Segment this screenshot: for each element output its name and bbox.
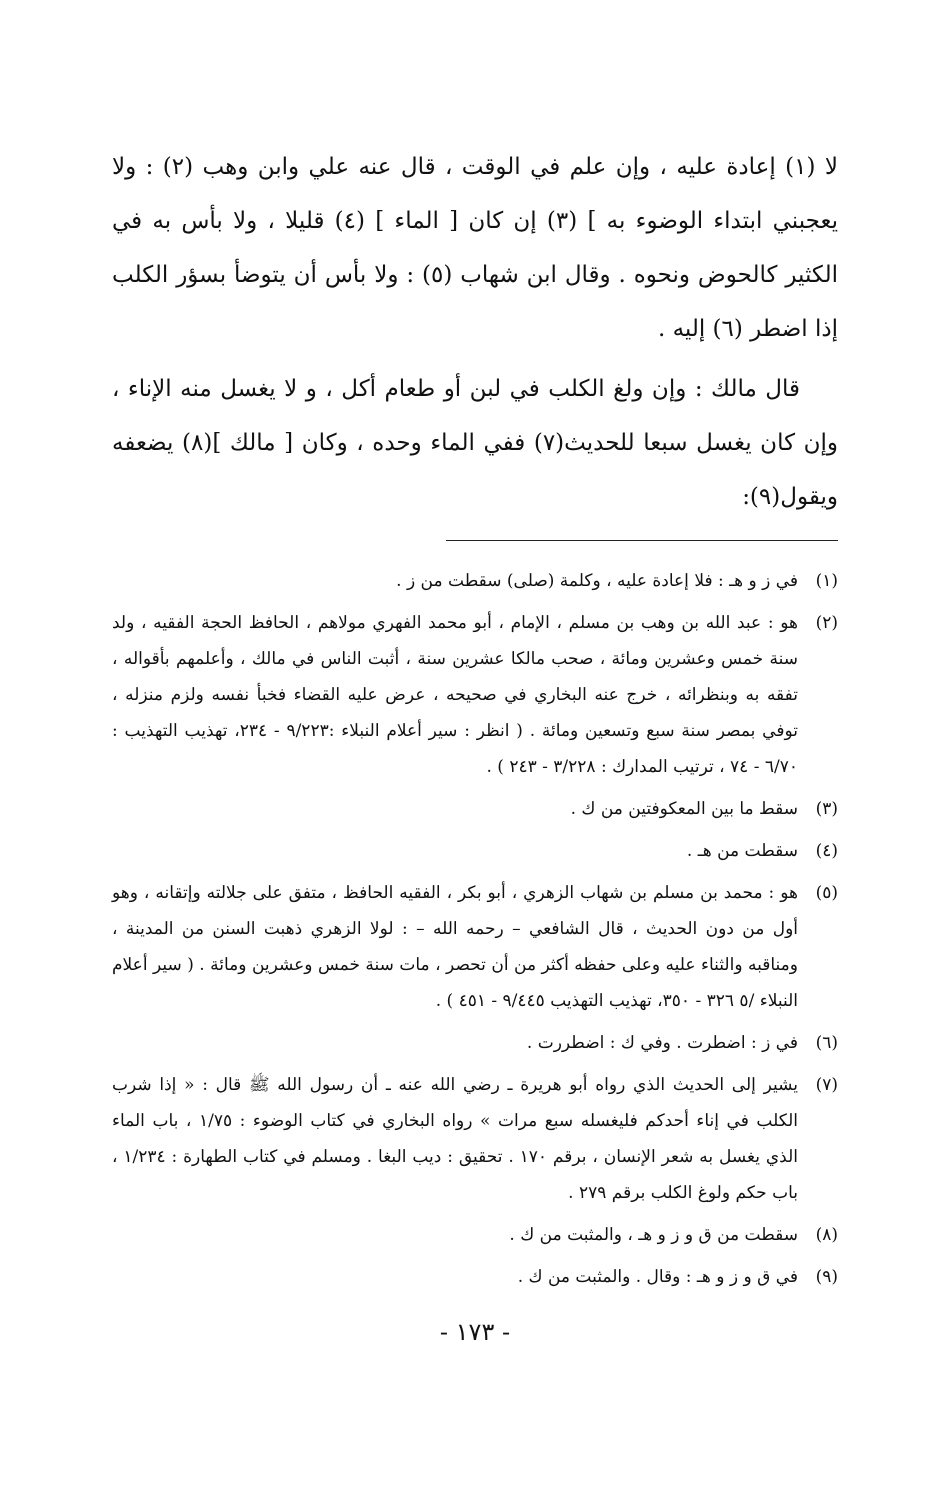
footnote-5 — [112, 875, 838, 1019]
footnote-separator — [446, 540, 838, 541]
footnote-number: (٧) — [815, 1075, 838, 1095]
footnote-text: في ق و ز و هـ : وقال . والمثبت من ك . — [517, 1267, 798, 1287]
footnote-text: هو : محمد بن مسلم بن شهاب الزهري ، أبو بكر ، الفقيه الحافظ ، متفق على جلالته وإتقانه ، وهو أول من دون الحديث ، قال الشافعي – رحمه الله – : لولا الزهري ذهبت السنن من المدينة ، ومناقبه والثناء عليه وعلى حفظه أكثر من أن تحصر ، مات سنة خمس وعشرين ومائة . ( سير أعلام النبلاء /٥ ٣٢٦ - ٣٥٠، تهذيب التهذيب ٩/٤٤٥ - ٤٥١ ) . — [112, 883, 798, 1011]
footnote-2 — [112, 605, 838, 785]
footnote-3 — [112, 791, 838, 827]
footnote-number: (٦) — [815, 1033, 838, 1053]
footnote-number: (٥) — [815, 883, 838, 903]
footnote-8 — [112, 1217, 838, 1253]
footnote-number: (٣) — [815, 799, 838, 819]
footnote-1 — [112, 563, 838, 599]
footnote-9 — [112, 1259, 838, 1295]
footnote-text: سقط ما بين المعكوفتين من ك . — [570, 799, 798, 819]
footnote-7 — [112, 1067, 838, 1211]
footnote-number: (١) — [815, 571, 838, 591]
footnote-text: يشير إلى الحديث الذي رواه أبو هريرة ـ رضي الله عنه ـ أن رسول الله ﷺ قال : « إذا شرب الكلب في إناء أحدكم فليغسله سبع مرات » رواه البخاري في كتاب الوضوء : ١/٧٥ ، باب الماء الذي يغسل به شعر الإنسان ، برقم ١٧٠ . تحقيق : ديب البغا . ومسلم في كتاب الطهارة : ١/٢٣٤ ، باب حكم ولوغ الكلب برقم ٢٧٩ . — [112, 1075, 799, 1203]
footnote-number: (٨) — [815, 1225, 838, 1245]
footnote-text: سقطت من هـ . — [686, 841, 798, 861]
footnote-text: في ز و هـ : فلا إعادة عليه ، وكلمة (صلى) سقطت من ز . — [396, 571, 798, 591]
footnote-6 — [112, 1025, 838, 1061]
footnote-text: سقطت من ق و ز و هـ ، والمثبت من ك . — [509, 1225, 798, 1245]
footnotes — [112, 563, 838, 1295]
main-paragraph-2: قال مالك : وإن ولغ الكلب في لبن أو طعام أكل ، و لا يغسل منه الإناء ، وإن كان يغسل سبعا للحديث(٧) ففي الماء وحده ، وكان [ مالك ](٨) يضعفه ويقول(٩): — [112, 376, 839, 510]
footnote-text: في ز : اضطرت . وفي ك : اضطررت . — [526, 1033, 798, 1053]
footnote-number: (٤) — [815, 841, 838, 861]
footnote-4 — [112, 833, 838, 869]
page-body — [112, 140, 838, 1301]
footnote-text: هو : عبد الله بن وهب بن مسلم ، الإمام ، أبو محمد الفهري مولاهم ، الحافظ الحجة الفقيه ، ولد سنة خمس وعشرين ومائة ، صحب مالكا عشرين سنة ، أثبت الناس في مالك ، وأعلمهم بأقواله ، تفقه به وبنظرائه ، خرج عنه البخاري في صحيحه ، عرض عليه القضاء فخبأ نفسه ولزم منزله ، توفي بمصر سنة سبع وتسعين ومائة . ( انظر : سير أعلام النبلاء :٩/٢٢٣ - ٢٣٤، تهذيب التهذيب : ٦/٧٠ - ٧٤ ، ترتيب المدارك : ٣/٢٢٨ - ٢٤٣ ) . — [112, 613, 798, 777]
main-text — [112, 140, 838, 524]
footnote-number: (٩) — [815, 1267, 838, 1287]
page-number: - ١٧٣ - — [439, 1318, 511, 1346]
main-paragraph-1: لا (١) إعادة عليه ، وإن علم في الوقت ، قال عنه علي وابن وهب (٢) : ولا يعجبني ابتداء الوضوء به ] (٣) إن كان [ الماء ] (٤) قليلا ، ولا بأس به في الكثير كالحوض ونحوه . وقال ابن شهاب (٥) : ولا بأس أن يتوضأ بسؤر الكلب إذا اضطر (٦) إليه . — [112, 154, 839, 342]
footnote-number: (٢) — [815, 613, 838, 633]
